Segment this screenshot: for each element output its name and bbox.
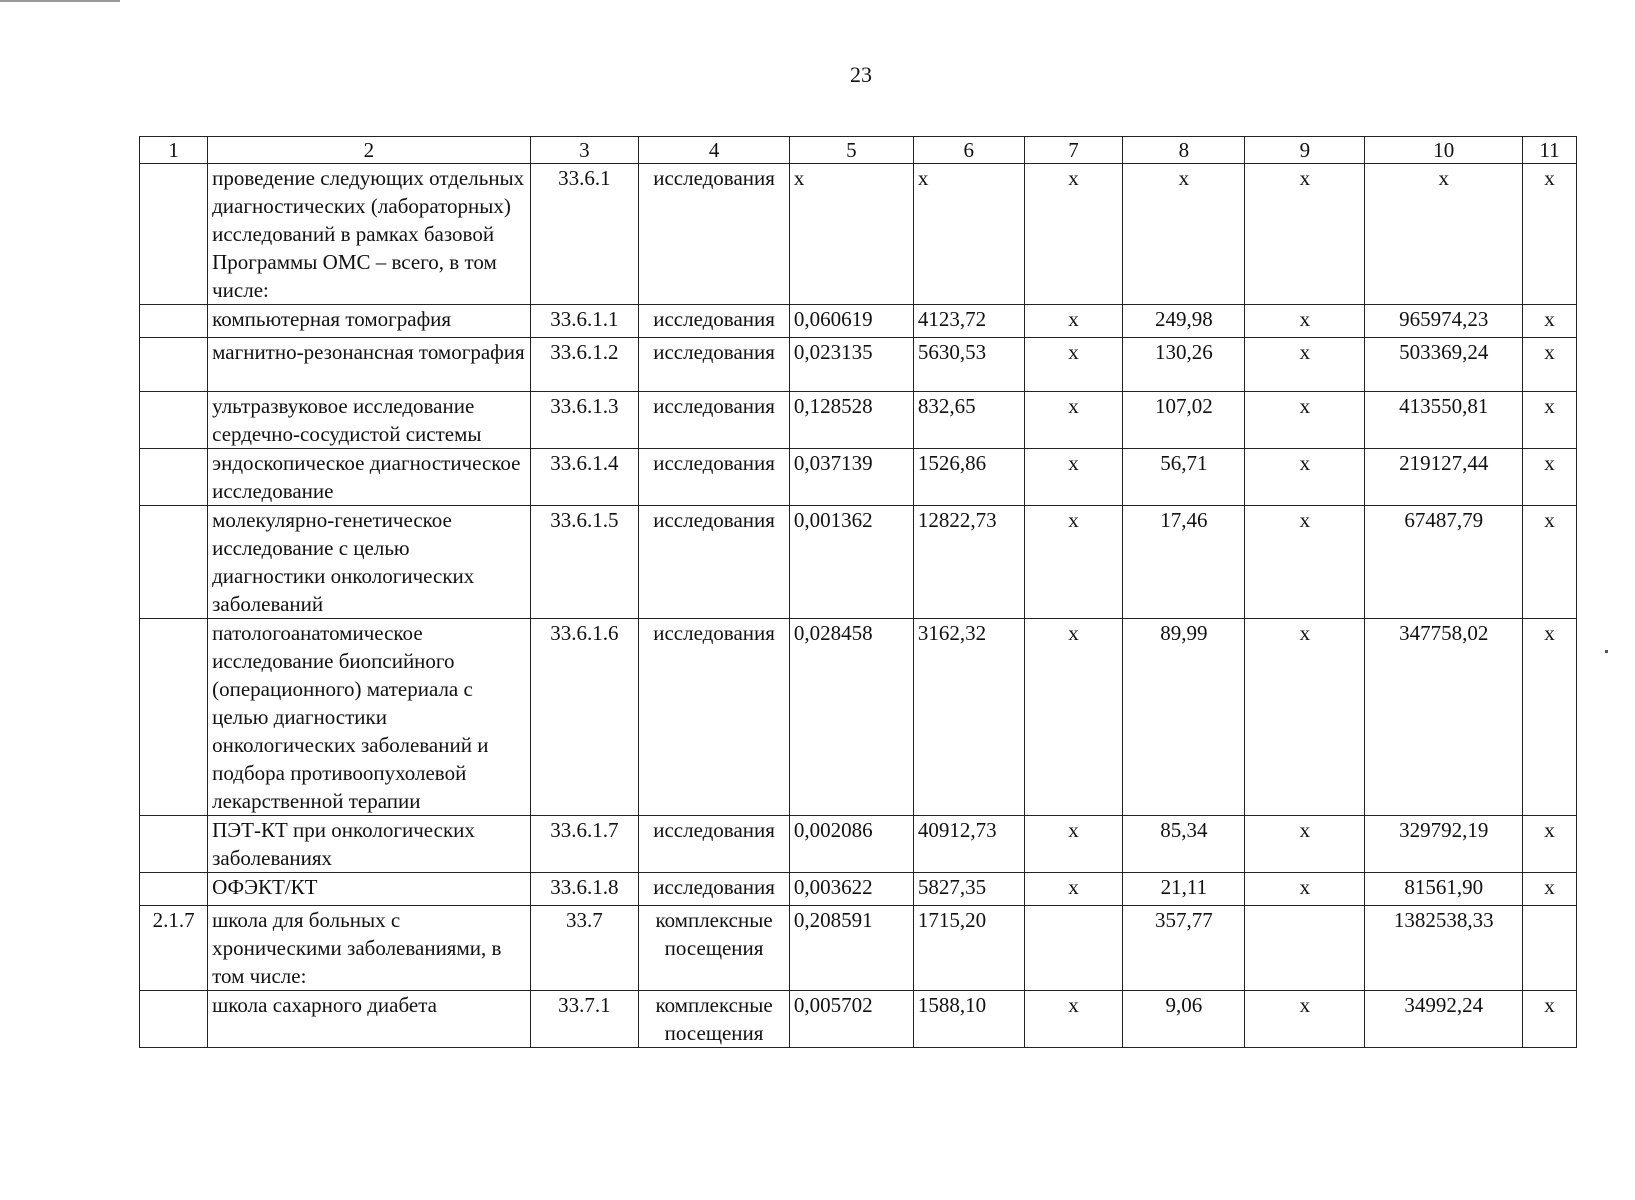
- table-cell-c3: 33.6.1.3: [530, 392, 639, 449]
- header-row: [140, 137, 1577, 164]
- table-cell-c5: 0,005702: [789, 991, 913, 1048]
- table-row: [140, 906, 1577, 991]
- table-cell-c7: х: [1024, 338, 1123, 392]
- table-cell-c7: х: [1024, 449, 1123, 506]
- table-cell-c9: х: [1245, 392, 1365, 449]
- table-cell-c2: компьютерная томография: [208, 305, 530, 338]
- table-cell-c9: х: [1245, 305, 1365, 338]
- table-cell-c4: исследования: [639, 816, 790, 873]
- table-cell-c8: х: [1123, 164, 1245, 305]
- header-cell: 5: [789, 137, 913, 164]
- table-cell-c1: [140, 449, 208, 506]
- table-cell-c3: 33.6.1.4: [530, 449, 639, 506]
- table-cell-c11: х: [1523, 619, 1577, 816]
- table-cell-c11: х: [1523, 816, 1577, 873]
- table-row: [140, 619, 1577, 816]
- header-cell: 11: [1523, 137, 1577, 164]
- header-cell: 10: [1365, 137, 1523, 164]
- table-cell-c11: х: [1523, 164, 1577, 305]
- table-cell-c1: [140, 506, 208, 619]
- table-cell-c4: комплексные посещения: [639, 991, 790, 1048]
- table-cell-c7: х: [1024, 816, 1123, 873]
- table-cell-c10: 219127,44: [1365, 449, 1523, 506]
- header-cell: 7: [1024, 137, 1123, 164]
- table-cell-c1: [140, 164, 208, 305]
- table-cell-c1: [140, 392, 208, 449]
- table-row: [140, 449, 1577, 506]
- table-cell-c10: 329792,19: [1365, 816, 1523, 873]
- table-row: [140, 392, 1577, 449]
- table-cell-c4: исследования: [639, 873, 790, 906]
- table-cell-c5: х: [789, 164, 913, 305]
- table-cell-c4: исследования: [639, 449, 790, 506]
- table-cell-c1: [140, 816, 208, 873]
- table-row: [140, 164, 1577, 305]
- table-cell-c10: 67487,79: [1365, 506, 1523, 619]
- table-cell-c9: х: [1245, 164, 1365, 305]
- table-cell-c2: магнитно-резонансная томография: [208, 338, 530, 392]
- table-cell-c5: 0,002086: [789, 816, 913, 873]
- table-cell-c4: исследования: [639, 506, 790, 619]
- table-cell-c9: х: [1245, 991, 1365, 1048]
- table-cell-c3: 33.6.1.1: [530, 305, 639, 338]
- table-cell-c4: комплексные посещения: [639, 906, 790, 991]
- table-cell-c1: 2.1.7: [140, 906, 208, 991]
- table-cell-c8: 85,34: [1123, 816, 1245, 873]
- table-cell-c3: 33.6.1.6: [530, 619, 639, 816]
- table-cell-c8: 107,02: [1123, 392, 1245, 449]
- table-cell-c8: 21,11: [1123, 873, 1245, 906]
- table-cell-c2: молекулярно-генетическое исследование с целью диагностики онкологических заболеваний: [208, 506, 530, 619]
- table-cell-c10: 34992,24: [1365, 991, 1523, 1048]
- table-cell-c2: проведение следующих отдельных диагностических (лабораторных) исследований в рамках базовой Программы ОМС – всего, в том числе:: [208, 164, 530, 305]
- table-cell-c3: 33.6.1.7: [530, 816, 639, 873]
- table-cell-c5: 0,003622: [789, 873, 913, 906]
- table-row: [140, 506, 1577, 619]
- table-cell-c6: 832,65: [913, 392, 1024, 449]
- table-cell-c11: х: [1523, 873, 1577, 906]
- table-cell-c10: 1382538,33: [1365, 906, 1523, 991]
- table-cell-c5: 0,023135: [789, 338, 913, 392]
- table-cell-c3: 33.6.1.2: [530, 338, 639, 392]
- table-cell-c7: х: [1024, 506, 1123, 619]
- table-row: [140, 873, 1577, 906]
- table-row: [140, 338, 1577, 392]
- header-cell: 3: [530, 137, 639, 164]
- table-cell-c6: 5827,35: [913, 873, 1024, 906]
- table-cell-c6: х: [913, 164, 1024, 305]
- table-cell-c9: х: [1245, 619, 1365, 816]
- table-cell-c2: ПЭТ-КТ при онкологических заболеваниях: [208, 816, 530, 873]
- table-cell-c1: [140, 305, 208, 338]
- table-cell-c4: исследования: [639, 164, 790, 305]
- table-cell-c5: 0,028458: [789, 619, 913, 816]
- table-cell-c7: [1024, 906, 1123, 991]
- table-row: [140, 816, 1577, 873]
- table-cell-c2: эндоскопическое диагностическое исследование: [208, 449, 530, 506]
- table-cell-c2: ОФЭКТ/КТ: [208, 873, 530, 906]
- table-cell-c3: 33.7.1: [530, 991, 639, 1048]
- table-cell-c9: х: [1245, 816, 1365, 873]
- table-cell-c6: 1588,10: [913, 991, 1024, 1048]
- table-cell-c7: х: [1024, 392, 1123, 449]
- table-cell-c4: исследования: [639, 338, 790, 392]
- table-cell-c8: 130,26: [1123, 338, 1245, 392]
- table-cell-c11: х: [1523, 991, 1577, 1048]
- table-cell-c5: 0,208591: [789, 906, 913, 991]
- header-cell: 1: [140, 137, 208, 164]
- table-cell-c1: [140, 873, 208, 906]
- table-cell-c6: 40912,73: [913, 816, 1024, 873]
- table-cell-c9: х: [1245, 449, 1365, 506]
- table-cell-c6: 5630,53: [913, 338, 1024, 392]
- table-cell-c5: 0,128528: [789, 392, 913, 449]
- table-cell-c6: 1526,86: [913, 449, 1024, 506]
- table-cell-c10: 413550,81: [1365, 392, 1523, 449]
- table-cell-c11: х: [1523, 305, 1577, 338]
- table-cell-c8: 17,46: [1123, 506, 1245, 619]
- table-cell-c5: 0,037139: [789, 449, 913, 506]
- table-cell-c6: 3162,32: [913, 619, 1024, 816]
- table-cell-c11: х: [1523, 392, 1577, 449]
- table-cell-c8: 89,99: [1123, 619, 1245, 816]
- table-cell-c11: х: [1523, 449, 1577, 506]
- table-cell-c10: 965974,23: [1365, 305, 1523, 338]
- table-cell-c7: х: [1024, 873, 1123, 906]
- table-cell-c6: 12822,73: [913, 506, 1024, 619]
- table-cell-c3: 33.6.1: [530, 164, 639, 305]
- header-cell: 9: [1245, 137, 1365, 164]
- table-cell-c9: х: [1245, 338, 1365, 392]
- table-cell-c7: х: [1024, 164, 1123, 305]
- table-cell-c10: 503369,24: [1365, 338, 1523, 392]
- table-cell-c7: х: [1024, 991, 1123, 1048]
- table-cell-c9: х: [1245, 506, 1365, 619]
- table-cell-c1: [140, 619, 208, 816]
- table-row: [140, 305, 1577, 338]
- table-cell-c3: 33.7: [530, 906, 639, 991]
- table-cell-c11: х: [1523, 338, 1577, 392]
- table-cell-c4: исследования: [639, 392, 790, 449]
- table-cell-c11: х: [1523, 506, 1577, 619]
- table-cell-c8: 357,77: [1123, 906, 1245, 991]
- data-table: [139, 136, 1577, 1048]
- table-cell-c5: 0,001362: [789, 506, 913, 619]
- table-cell-c7: х: [1024, 305, 1123, 338]
- table-cell-c1: [140, 338, 208, 392]
- table-cell-c10: х: [1365, 164, 1523, 305]
- table-cell-c6: 4123,72: [913, 305, 1024, 338]
- scan-speck: [1605, 650, 1608, 653]
- table-cell-c4: исследования: [639, 305, 790, 338]
- table-cell-c1: [140, 991, 208, 1048]
- table-cell-c6: 1715,20: [913, 906, 1024, 991]
- table-cell-c7: х: [1024, 619, 1123, 816]
- table-cell-c3: 33.6.1.8: [530, 873, 639, 906]
- page-number: 23: [850, 62, 872, 87]
- table-cell-c10: 347758,02: [1365, 619, 1523, 816]
- header-cell: 2: [208, 137, 530, 164]
- scan-edge-line: [0, 0, 120, 2]
- table-cell-c5: 0,060619: [789, 305, 913, 338]
- header-cell: 4: [639, 137, 790, 164]
- table-cell-c11: [1523, 906, 1577, 991]
- table-cell-c8: 56,71: [1123, 449, 1245, 506]
- header-cell: 6: [913, 137, 1024, 164]
- table-cell-c9: [1245, 906, 1365, 991]
- header-cell: 8: [1123, 137, 1245, 164]
- table-cell-c8: 9,06: [1123, 991, 1245, 1048]
- table-cell-c10: 81561,90: [1365, 873, 1523, 906]
- table-row: [140, 991, 1577, 1048]
- table-cell-c2: школа сахарного диабета: [208, 991, 530, 1048]
- table-cell-c8: 249,98: [1123, 305, 1245, 338]
- table-cell-c2: ультразвуковое исследование сердечно-сосудистой системы: [208, 392, 530, 449]
- table-cell-c9: х: [1245, 873, 1365, 906]
- table-cell-c2: школа для больных с хроническими заболеваниями, в том числе:: [208, 906, 530, 991]
- table-cell-c3: 33.6.1.5: [530, 506, 639, 619]
- table-cell-c4: исследования: [639, 619, 790, 816]
- table-cell-c2: патологоанатомическое исследование биопсийного (операционного) материала с целью диагностики онкологических заболеваний и подбора противоопухолевой лекарственной терапии: [208, 619, 530, 816]
